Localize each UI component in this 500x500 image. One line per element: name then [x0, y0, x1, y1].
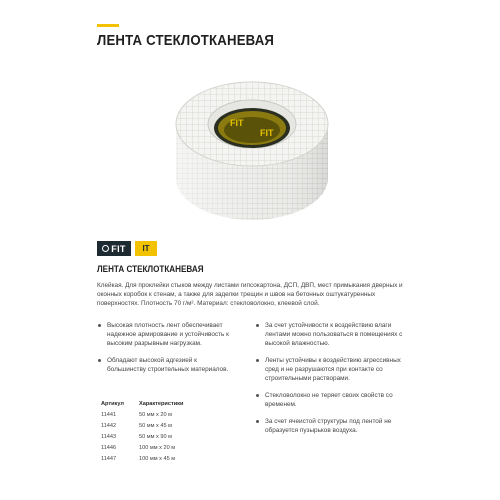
spec-header-article: Артикул: [101, 401, 124, 407]
feature-item: За счет ячеистой структуры под лентой не образуется пузырьков воздуха.: [255, 417, 405, 435]
table-row: [97, 456, 229, 467]
spec-size: 50 мм х 20 м: [139, 412, 172, 418]
spec-size: 50 мм х 45 м: [139, 423, 172, 429]
features-right: [255, 321, 405, 443]
title-block: [97, 24, 298, 49]
spec-article: 11443: [101, 434, 117, 440]
spec-article: 11441: [101, 412, 117, 418]
feature-item: За счет устойчивости к воздействию влаги лентами можно пользоваться в помещениях с высокой влажностью.: [255, 321, 405, 348]
spec-size: 100 мм х 20 м: [139, 445, 176, 451]
feature-item: Ленты устойчивы к воздействию агрессивных сред и не разрушаются при контакте со строительными растворами.: [255, 356, 405, 383]
core-label-text-2: FIT: [260, 128, 274, 138]
table-row: [97, 434, 229, 445]
spec-size: 50 мм х 90 м: [139, 434, 172, 440]
table-row: [97, 445, 229, 456]
table-row: [97, 412, 229, 423]
spec-table: [97, 401, 229, 467]
spec-table-header: [97, 401, 229, 412]
core-label-text: FIT: [230, 118, 244, 128]
product-subtitle: ЛЕНТА СТЕКЛОТКАНЕВАЯ: [97, 264, 204, 274]
gear-icon: [102, 245, 109, 252]
spec-article: 11447: [101, 456, 117, 462]
page-title: ЛЕНТА СТЕКЛОТКАНЕВАЯ: [97, 32, 275, 49]
feature-item: Стекловолокно не теряет своих свойств со временем.: [255, 391, 405, 409]
fit-logo: [97, 241, 131, 256]
features-left: [97, 321, 232, 382]
table-row: [97, 423, 229, 434]
feature-item: Высокая плотность лент обеспечивает надежное армирование и устойчивость к высоким разрывным нагрузкам.: [97, 321, 232, 348]
fit-logo-text: FIT: [111, 243, 126, 254]
title-accent-bar: [97, 24, 119, 27]
it-badge: IT: [135, 241, 157, 256]
product-description: Клейкая. Для проклейки стыков между листами гипсокартона, ДСП, ДВП, мест примыкания дверных и оконных коробок к стенам, а также для заделки трещин и швов на бетонных оштукатуренных поверхностях. Плотность 70 г/м². Материал: стекловолокно, клеевой слой.: [97, 282, 403, 307]
spec-article: 11442: [101, 423, 117, 429]
spec-size: 100 мм х 45 м: [139, 456, 176, 462]
spec-header-characteristics: Характеристики: [139, 401, 184, 407]
product-image: [162, 58, 342, 230]
feature-item: Обладают высокой адгезией к большинству строительных материалов.: [97, 356, 232, 374]
brand-row: [97, 241, 157, 256]
spec-article: 11446: [101, 445, 117, 451]
